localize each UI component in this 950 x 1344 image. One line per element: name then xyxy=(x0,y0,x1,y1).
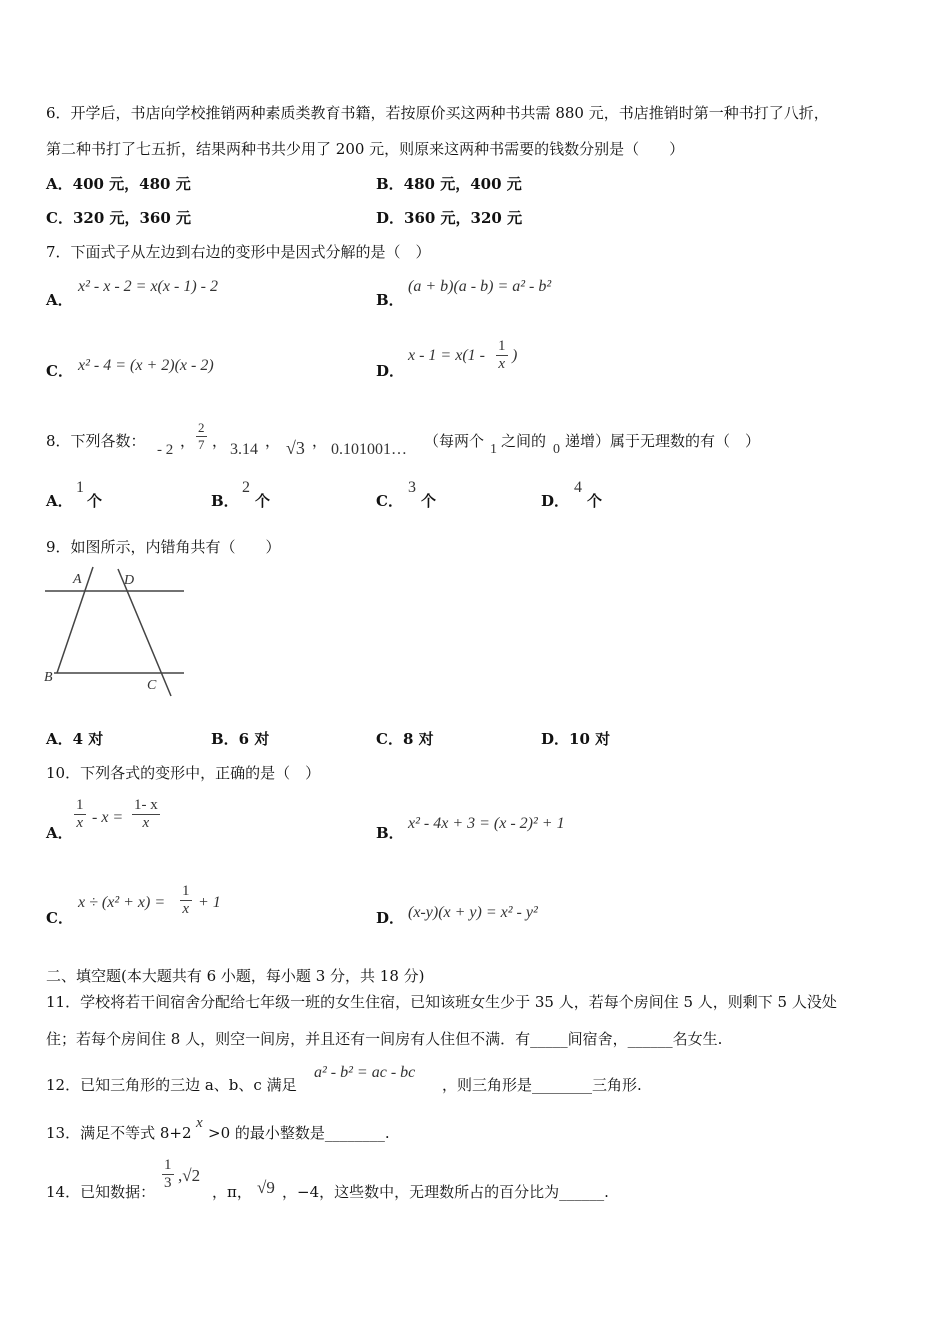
q10-label-d: D． xyxy=(376,909,405,927)
q10-expr-a-left-fraction xyxy=(74,797,86,832)
q10-expr-a-right-fraction xyxy=(132,797,160,832)
q10-label-a: A． xyxy=(46,824,73,842)
q6-stem-line1: 6．开学后，书店向学校推销两种素质类教育书籍，若按原价买这两种书共需 880 元，书店推销时第一种书打了八折， xyxy=(46,104,829,122)
q12-expression: a² - b² = ac - bc xyxy=(314,1064,416,1081)
q10-label-c: C． xyxy=(46,909,73,927)
q9-figure xyxy=(40,565,190,700)
q8-number-decimal: 0.101001… xyxy=(331,441,407,458)
q8-digit-zero: 0 xyxy=(553,442,560,457)
q10-expr-c-right: + 1 xyxy=(198,894,221,911)
q11-stem-line2: 住；若每个房间住 8 人，则空一间房，并且还有一间房有人住但不满．有_____间宿舍，______名女生. xyxy=(46,1030,723,1048)
q9-point-c: C xyxy=(147,678,157,693)
q7-expr-d-denominator: x xyxy=(498,356,506,372)
q14-fraction-den: 3 xyxy=(164,1175,172,1191)
q10-expr-a-right-num: 1- x xyxy=(134,797,158,813)
q8-option-d-unit: 个 xyxy=(587,492,603,510)
q7-label-b: B． xyxy=(376,291,404,309)
q6-option-c: C．320 元，360 元 xyxy=(46,209,192,227)
q8-stem: 8．下列各数： xyxy=(46,432,146,450)
q8-tail-3: 递增）属于无理数的有（ ） xyxy=(565,432,761,450)
q9-option-b: B．6 对 xyxy=(211,730,270,748)
q13-variable-x: x xyxy=(196,1115,203,1131)
q7-label-a: A． xyxy=(46,291,73,309)
q9-option-c: C．8 对 xyxy=(376,730,434,748)
q9-option-d: D．10 对 xyxy=(541,730,611,748)
q10-label-b: B． xyxy=(376,824,404,842)
q8-option-b-unit: 个 xyxy=(255,492,271,510)
q10-expr-a-middle: - x = xyxy=(92,809,124,826)
q7-expr-d-fraction xyxy=(496,338,508,373)
q8-tail-2: 之间的 xyxy=(501,432,547,450)
q7-expr-c: x² - 4 = (x + 2)(x - 2) xyxy=(78,357,214,374)
q8-option-c-unit: 个 xyxy=(421,492,437,510)
q10-expr-a-left-den: x xyxy=(76,815,84,831)
q9-stem: 9．如图所示，内错角共有（ ） xyxy=(46,538,281,556)
q14-sqrt9: √9 xyxy=(257,1178,275,1197)
q8-tail-1: （每两个 xyxy=(424,432,485,450)
q10-expr-c-den: x xyxy=(182,901,190,917)
q12-stem-post: ，则三角形是________三角形. xyxy=(442,1076,642,1094)
q7-label-c: C． xyxy=(46,362,73,380)
q7-expr-d-numerator: 1 xyxy=(498,338,506,354)
q8-option-c-number: 3 xyxy=(408,479,416,496)
q14-stem-mid: ，π， xyxy=(212,1183,252,1201)
q14-stem-post: ，−4，这些数中，无理数所占的百分比为______. xyxy=(282,1183,609,1201)
q8-option-a-unit: 个 xyxy=(87,492,103,510)
q14-fraction-1-3 xyxy=(162,1157,174,1192)
q8-sep-2: ， xyxy=(212,432,228,450)
q8-label-c: C． xyxy=(376,492,403,510)
q7-expr-d-right: ) xyxy=(512,347,518,364)
q8-fraction-numerator: 2 xyxy=(198,420,205,435)
section-2-title: 二、填空题(本大题共有 6 小题，每小题 3 分，共 18 分) xyxy=(46,967,425,985)
q8-label-a: A． xyxy=(46,492,73,510)
q14-sqrt2: ,√2 xyxy=(178,1166,201,1185)
q13-stem-pre: 13．满足不等式 8+2 xyxy=(46,1124,192,1142)
q10-stem: 10．下列各式的变形中，正确的是（ ） xyxy=(46,764,321,782)
q8-option-d-number: 4 xyxy=(574,479,582,496)
q12-stem-pre: 12．已知三角形的三边 a、b、c 满足 xyxy=(46,1076,297,1094)
q9-point-a: A xyxy=(73,572,82,587)
q7-expr-a: x² - x - 2 = x(x - 1) - 2 xyxy=(78,278,218,295)
q6-option-d: D．360 元，320 元 xyxy=(376,209,523,227)
q8-label-d: D． xyxy=(541,492,570,510)
q9-point-b: B xyxy=(44,670,53,685)
q9-point-d: D xyxy=(124,573,135,588)
q8-label-b: B． xyxy=(211,492,239,510)
q8-number-neg2: - 2 xyxy=(157,442,174,458)
q10-expr-c-num: 1 xyxy=(182,883,190,899)
q10-expr-c-left: x ÷ (x² + x) = xyxy=(78,894,166,911)
q7-expr-b: (a + b)(a - b) = a² - b² xyxy=(408,278,552,295)
q9-line-dc xyxy=(118,569,171,696)
q8-sep-1: ， xyxy=(180,432,196,450)
q6-option-b: B．480 元，400 元 xyxy=(376,175,522,193)
q8-sep-4: ， xyxy=(312,432,328,450)
q10-expr-a-left-num: 1 xyxy=(76,797,84,813)
q7-expr-d-left: x - 1 = x(1 - xyxy=(408,347,485,364)
q8-fraction-denominator: 7 xyxy=(198,437,205,452)
q11-stem-line1: 11．学校将若干间宿舍分配给七年级一班的女生住宿，已知该班女生少于 35 人，若每个房间住 5 人，则剩下 5 人没处 xyxy=(46,993,837,1011)
q8-digit-one: 1 xyxy=(490,442,497,457)
q14-stem-pre: 14．已知数据： xyxy=(46,1183,156,1201)
q7-stem: 7．下面式子从左边到右边的变形中是因式分解的是（ ） xyxy=(46,243,431,261)
q8-fraction-2-7 xyxy=(196,420,207,453)
q13-stem-post: >0 的最小整数是________. xyxy=(208,1124,390,1142)
q8-option-a-number: 1 xyxy=(76,479,84,496)
q8-number-sqrt3: √3 xyxy=(286,438,305,458)
q8-sep-3: ， xyxy=(265,432,281,450)
q14-fraction-num: 1 xyxy=(164,1157,172,1173)
q6-stem-line2: 第二种书打了七五折，结果两种书共少用了 200 元，则原来这两种书需要的钱数分别是（ ） xyxy=(46,140,685,158)
q7-label-d: D． xyxy=(376,362,405,380)
q8-option-b-number: 2 xyxy=(242,479,250,496)
q9-option-a: A．4 对 xyxy=(46,730,104,748)
q10-expr-a-right-den: x xyxy=(142,815,150,831)
q10-expr-c-fraction xyxy=(180,883,192,918)
q10-expr-d: (x-y)(x + y) = x² - y² xyxy=(408,904,538,921)
q10-expr-b: x² - 4x + 3 = (x - 2)² + 1 xyxy=(408,815,565,832)
q8-number-314: 3.14 xyxy=(230,441,258,458)
q6-option-a: A．400 元，480 元 xyxy=(46,175,191,193)
